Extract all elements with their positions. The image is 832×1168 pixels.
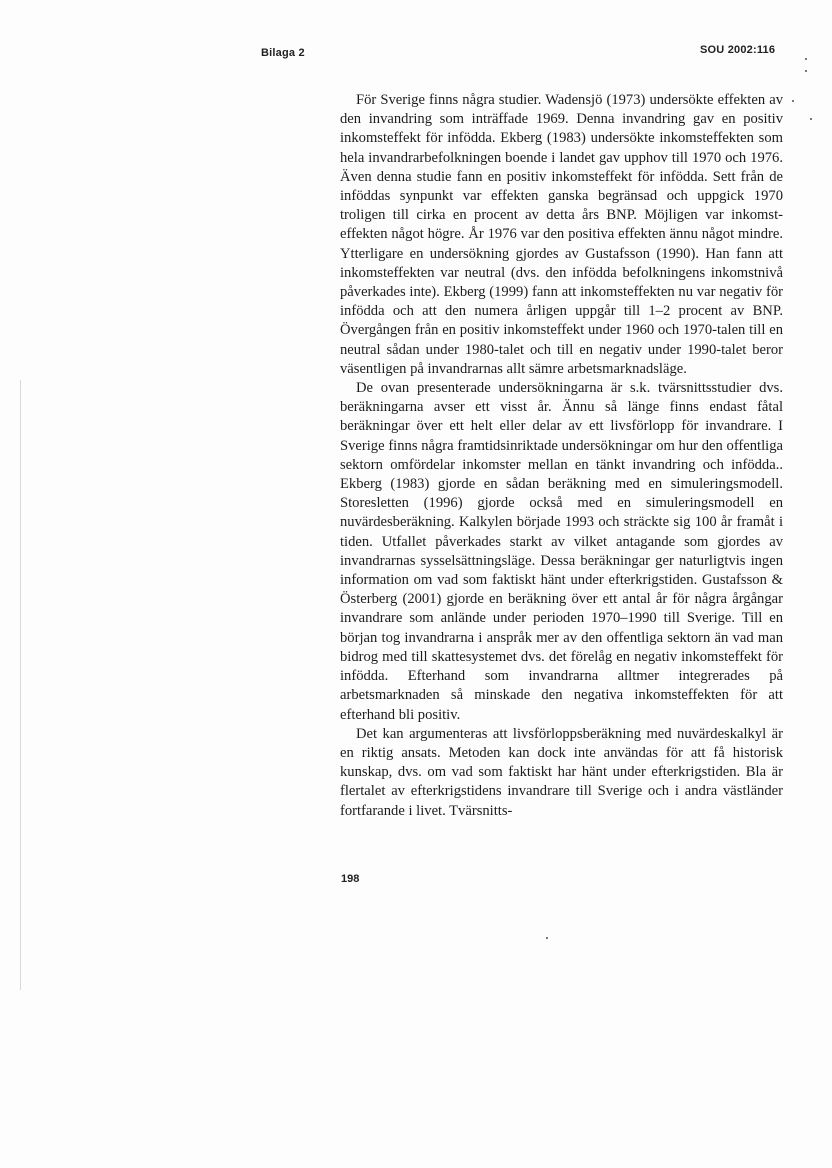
header-section-label: Bilaga 2 (261, 47, 305, 59)
header-report-id: SOU 2002:116 (700, 44, 776, 56)
scan-speck (805, 58, 807, 60)
scan-speck (805, 70, 807, 72)
page-number: 198 (341, 873, 360, 885)
paragraph: För Sverige finns några studier. Wadensjö (1973) undersökte effekten av den invandring som inträffade 1969. Denna invandring gav en positiv inkomsteffekt för infödda. Ekberg (1983) undersökte inkomsteffekten som hela invandrarbefolkningen boende i landet gav upphov till 1970 och 1976. Även denna studie fann en positiv inkomsteffekt för infödda. Sett från de inföddas synpunkt var effekten ganska begränsad och uppgick 1970 troligen till cirka en procent av detta års BNP. Möjligen var inkomst-effekten något högre. År 1976 var den positiva effekten ännu något mindre. Ytterligare en undersökning gjordes av Gustafsson (1990). Han fann att inkomsteffekten var neutral (dvs. den infödda befolkningens inkomstnivå påverkades inte). Ekberg (1999) fann att inkomsteffekten nu var negativ för infödda och att den numera årligen uppgår till 1–2 procent av BNP. Övergången från en positiv inkomsteffekt under 1960 och 1970-talen till en neutral sådan under 1980-talet och till en negativ under 1990-talet beror väsentligen på invandrarnas allt sämre arbetsmarknadsläge. (340, 92, 783, 377)
body-text (340, 91, 783, 821)
paragraph: De ovan presenterade undersökningarna är s.k. tvärsnittsstudier dvs. beräkningarna avser ett visst år. Ännu så länge finns endast fåtal beräkningar över ett helt eller delar av ett livsförlopp för invandrare. I Sverige finns några framtidsinriktade undersökningar om hur den offentliga sektorn omfördelar inkomster mellan en tänkt invandring och infödda.. Ekberg (1983) gjorde en sådan beräkning med en simuleringsmodell. Storesletten (1996) gjorde också med en simuleringsmodell en nuvärdesberäkning. Kalkylen började 1993 och sträckte sig 100 år framåt i tiden. Utfallet påverkades starkt av vilket antagande som gjordes av invandrarnas sysselsättningsläge. Dessa beräkningar ger naturligtvis ingen information om vad som faktiskt hänt under efterkrigstiden. Gustafsson & Österberg (2001) gjorde en beräkning över ett antal år för några årgångar invandrare som anlände under perioden 1970–1990 till Sverige. Till en början tog invandrarna i anspråk mer av den offentliga sektorn än vad man bidrog med till skattesystemet dvs. det förelåg en negativ inkomsteffekt för infödda. Efterhand som invandrarna alltmer integrerades på arbetsmarknaden så minskade den negativa inkomsteffekten för att efterhand bli positiv. (340, 380, 783, 723)
scan-edge-line (20, 380, 21, 990)
paragraph: Det kan argumenteras att livsförloppsberäkning med nuvärdeskalkyl är en riktig ansats. Metoden kan dock inte användas för att få historisk kunskap, dvs. om vad som faktiskt har hänt under efterkrigstiden. Bla är flertalet av efterkrigstidens invandrare till Sverige och i andra västländer fortfarande i livet. Tvärsnitts- (340, 725, 783, 819)
scan-speck (810, 118, 812, 120)
scan-speck (546, 937, 548, 939)
scan-speck (792, 100, 794, 102)
